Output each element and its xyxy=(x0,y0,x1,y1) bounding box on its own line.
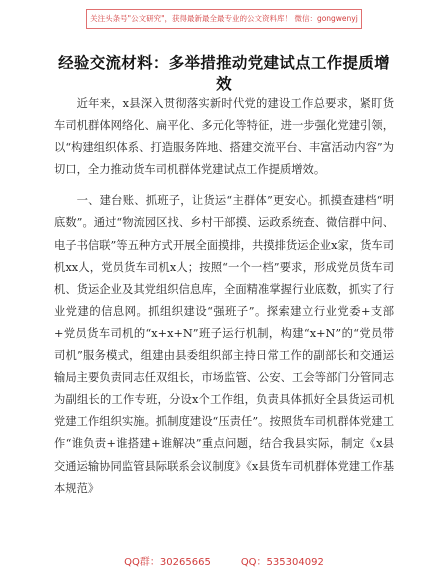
promo-banner: 关注头条号"公文研究"，获得最新最全最专业的公文资料库！ 微信：gongwenyj xyxy=(86,9,362,29)
qq-number: QQ：535304092 xyxy=(240,557,324,568)
qq-group-number: QQ群：30265665 xyxy=(124,557,211,568)
document-title: 经验交流材料：多举措推动党建试点工作提质增效 xyxy=(58,53,390,93)
paragraph-intro: 近年来，x县深入贯彻落实新时代党的建设工作总要求，紧盯货车司机群体网络化、扁平化、多元化等特征，进一步强化党建引领，以“构建组织体系、打造服务阵地、搭建交流平台、丰富活动内容”为切口，全力推动货车司机群体党建试点工作提质增效。 xyxy=(54,97,394,177)
contact-footer xyxy=(0,556,448,570)
paragraph-section-one: 一、建台账、抓班子，让货运“主群体”更安心。抓摸查建档“明底数”。通过“物流园区找、乡村干部摸、运政系统查、微信群中问、电子书信联”等五种方式开展全面摸排，共摸排货运企业x家，货车司机xx人，党员货车司机x人；按照“一个一档”要求，形成党员货车司机、货运企业及其党组织信息库，全面精准掌握行业底数，抓实了行业党建的信息网。抓组织建设“强班子”。探索建立行业党委+支部+党员货车司机的“x+x+N”班子运行机制，构建“x+N”的“党员带司机”服务模式，组建由县委组织部主持日常工作的副部长和交通运输局主要负责同志任双组长，市场监管、公安、工会等部门分管同志为副组长的工作专班，分设x个工作组，负责具体抓好全县货运司机党建工作组织实施。抓制度建设“压责任”。按照货车司机群体党建工作“谁负责+谁搭建+谁解决”重点问题，结合我县实际，制定《x县交通运输协同监管县际联系会议制度》《x县货车司机群体党建工作基本规范》 xyxy=(54,194,394,495)
document-body xyxy=(54,93,394,500)
